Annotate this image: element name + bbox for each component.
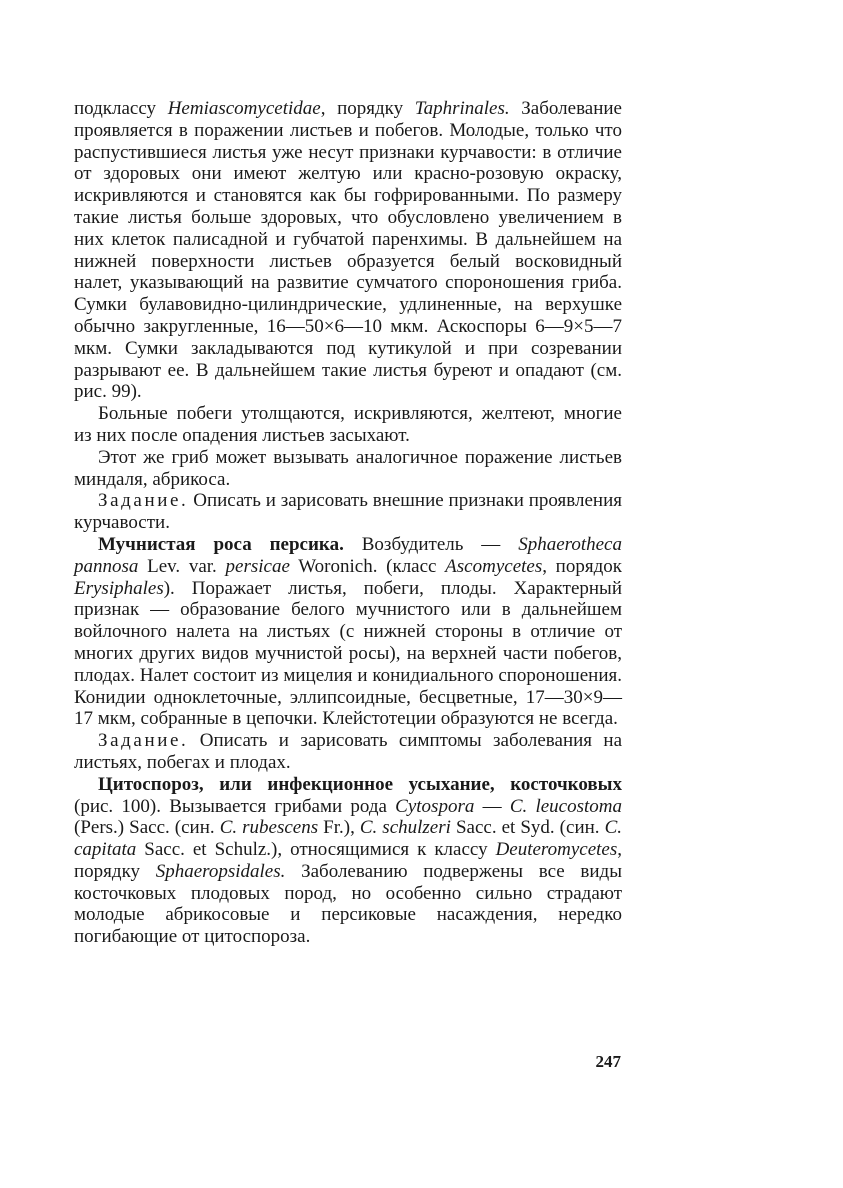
text-run: подклассу	[74, 98, 168, 119]
paragraph	[74, 534, 622, 730]
text-run: Этот же гриб может вызывать аналогичное поражение листьев миндаля, абрикоса.	[74, 446, 622, 490]
text-run: Заболевание проявляется в поражении листьев и побегов. Молодые, только что распустившиеся листья уже несут признаки курчавости: в отличие от здоровых они имеют желтую или красно-розовую окраску, искривляются и становятся как бы гофрированными. По размеру такие листья больше здоровых, что обусловлено увеличением в них клеток палисадной и губчатой паренхимы. В дальнейшем на нижней поверхности листьев образуется белый восковидный налет, указывающий на развитие сумчатого спороношения гриба. Сумки булавовидно-цилиндрические, удлиненные, на верхушке обычно закругленные, 16—50×6—10 мкм. Аскоспоры 6—9×5—7 мкм. Сумки закладываются под кутикулой и при созревании разрывают ее. В дальнейшем такие листья буреют и опадают (см. рис. 99).	[74, 98, 622, 403]
italic-run: Deuteromycetes	[495, 839, 618, 861]
italic-run: Sphaeropsidales.	[155, 860, 286, 882]
page-number: 247	[595, 1052, 621, 1071]
text-run: Lev. var.	[138, 555, 226, 577]
paragraph	[74, 98, 622, 403]
bold-heading-run: Мучнистая роса персика.	[98, 533, 344, 555]
paragraph	[74, 490, 622, 534]
text-run: Больные побеги утолщаются, искривляются, желтеют, многие из них после опадения листьев засыхают.	[74, 403, 622, 446]
text-run: Sacc. et Syd. (син.	[450, 817, 605, 839]
text-run: (Pers.) Sacc. (син.	[74, 817, 220, 839]
paragraph	[74, 774, 622, 948]
text-run: Описать и зарисовать симптомы заболевания на листьях, побегах и плодах.	[74, 730, 622, 773]
text-run: Описать и зарисовать внешние признаки проявления курчавости.	[74, 490, 622, 534]
body-text	[74, 98, 622, 948]
italic-run: C. capitata	[74, 817, 622, 861]
italic-run: Erysiphales	[74, 577, 164, 599]
text-run: Fr.),	[318, 817, 360, 839]
italic-run: Sphaerotheca pannosa	[74, 533, 622, 577]
bold-heading-run: Цитоспороз, или инфекционное усыхание, косточковых	[98, 773, 622, 795]
text-run: ). Поражает листья, побеги, плоды. Характерный признак — образование белого мучнистого или в дальнейшем войлочного налета на листьях (с нижней стороны в отличие от многих других видов мучнистой росы), на верхней части побегов, плодах. Налет состоит из мицелия и конидиального спороношения. Конидии одноклеточные, эллипсоидные, бесцветные, 17—30×9—17 мкм, собранные в цепочки. Клейстотеции образуются не всегда.	[74, 577, 622, 730]
spaced-run: Задание.	[98, 490, 189, 512]
italic-run: C. schulzeri	[359, 817, 451, 839]
italic-run: Ascomycetes	[445, 555, 543, 577]
italic-run: C. leucostoma	[509, 795, 622, 817]
text-run: , порядок	[542, 555, 622, 577]
italic-run: C. rubescens	[219, 817, 319, 839]
spaced-run: Задание.	[98, 730, 189, 752]
text-run: Заболеванию подвержены все виды косточковых плодовых пород, но особенно сильно страдают молодые абрикосовые и персиковые насаждения, нередко погибающие от цитоспороза.	[74, 860, 622, 948]
text-run: , порядку	[320, 98, 415, 119]
italic-run: Taphrinales.	[414, 98, 510, 119]
italic-run: persicae	[225, 555, 290, 577]
paragraph	[74, 447, 622, 491]
text-run: Woronich. (класс	[289, 555, 446, 577]
paragraph	[74, 730, 622, 774]
text-run: —	[474, 795, 510, 817]
paragraph	[74, 403, 622, 447]
italic-run: Cytospora	[395, 795, 475, 817]
text-run: (рис. 100). Вызывается грибами рода	[74, 795, 396, 817]
text-run: , порядку	[74, 839, 622, 882]
italic-run: Hemiascomycetidae	[167, 98, 321, 119]
text-run: Sacc. et Schulz.), относящимися к классу	[136, 839, 496, 861]
text-run: Возбудитель —	[343, 533, 519, 555]
